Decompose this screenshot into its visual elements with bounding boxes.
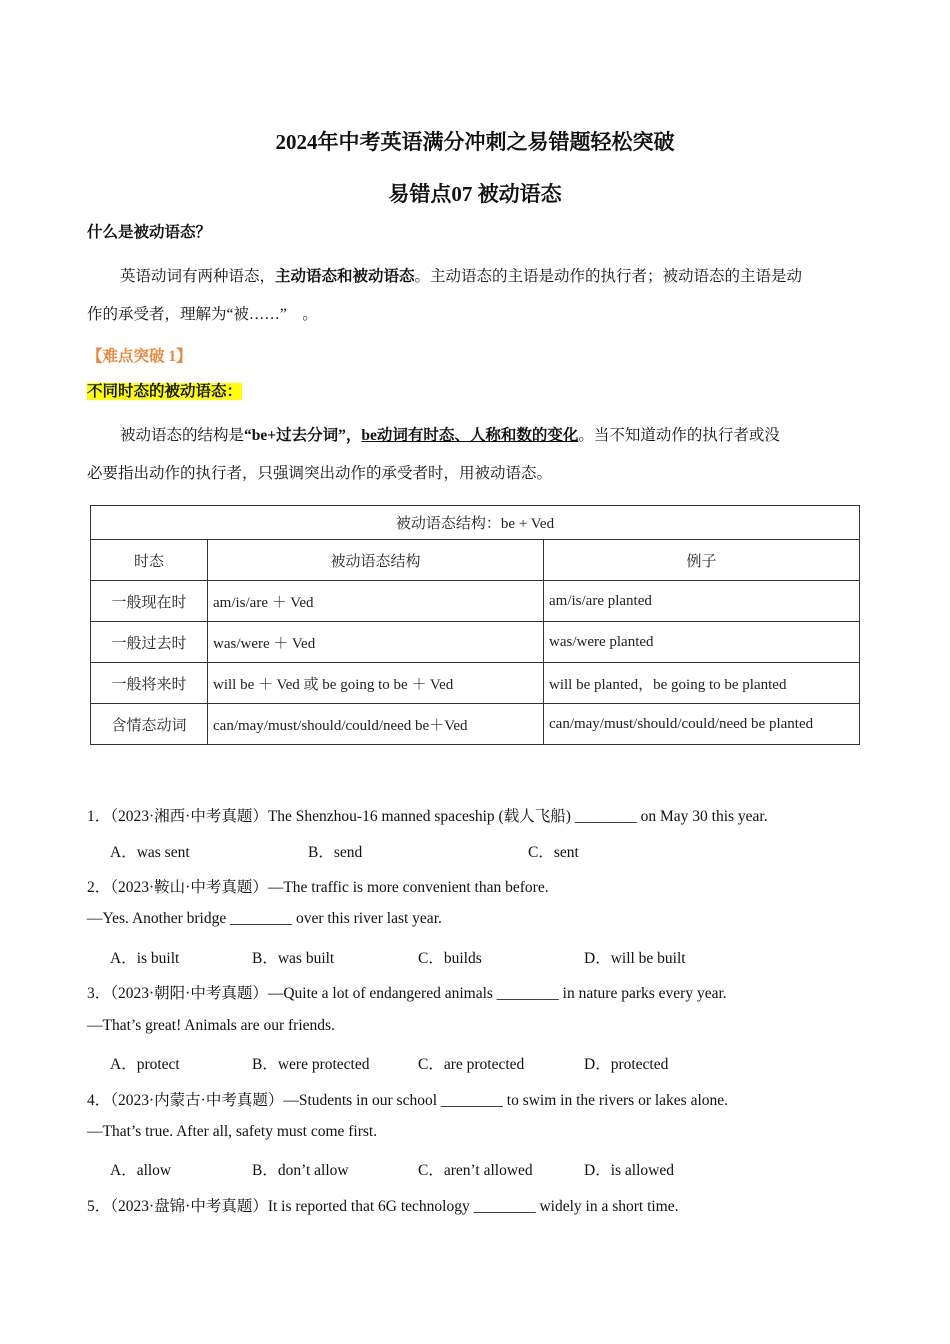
structure-text: 。当不知道动作的执行者或没 [578,427,780,444]
breakthrough-label: 【难点突破 1】 [87,348,192,365]
question-3-continuation: —That’s great! Animals are our friends. [87,1017,335,1034]
question-3-option-d[interactable]: D．protected [584,1056,669,1073]
question-3-option-b[interactable]: B．were protected [252,1056,370,1073]
question-2-stem: 2．（2023·鞍山·中考真题）—The traffic is more convenient than before. [87,879,549,896]
question-1-stem: 1．（2023·湘西·中考真题）The Shenzhou-16 manned spaceship (载人飞船) ________ on May 30 this year. [87,808,768,825]
table-row [91,704,860,745]
question-3-stem: 3．（2023·朝阳·中考真题）—Quite a lot of endangered animals ________ in nature parks every year. [87,985,727,1002]
passive-voice-table [90,505,860,745]
example-cell: can/may/must/should/could/need be planted [544,704,860,745]
intro-text: 。主动语态的主语是动作的执行者；被动语态的主语是动 [414,268,803,285]
question-4-option-b[interactable]: B．don’t allow [252,1162,349,1179]
structure-cell: will be ＋ Ved 或 be going to be ＋ Ved [208,663,544,704]
structure-text: 被动语态的结构是 [120,427,245,444]
tense-cell: 一般过去时 [91,622,208,663]
tense-heading [87,379,242,401]
structure-cell: was/were ＋ Ved [208,622,544,663]
table-header-row [91,540,860,581]
intro-text: 英语动词有两种语态， [120,268,276,285]
table-row [91,663,860,704]
intro-paragraph-line-1 [120,264,802,286]
question-4-continuation: —That’s true. After all, safety must come first. [87,1123,378,1140]
question-4-stem: 4．（2023·内蒙古·中考真题）—Students in our school ________ to swim in the rivers or lakes alone. [87,1092,729,1109]
example-cell: was/were planted [544,622,860,663]
question-2-option-a[interactable]: A．is built [110,950,180,967]
question-4-option-d[interactable]: D．is allowed [584,1162,674,1179]
intro-paragraph-line-2: 作的承受者，理解为“被……” 。 [87,306,318,323]
document-title: 2024年中考英语满分冲刺之易错题轻松突破 [275,130,675,154]
structure-formula: “be+过去分词”， [244,427,362,444]
structure-underlined: be动词有时态、人称和数的变化 [361,427,579,444]
question-2-option-b[interactable]: B．was built [252,950,335,967]
question-3-option-c[interactable]: C．are protected [418,1056,525,1073]
tense-cell: 含情态动词 [91,704,208,745]
question-2-option-c[interactable]: C．builds [418,950,482,967]
document-subtitle: 易错点07 被动语态 [388,182,562,206]
table-row [91,581,860,622]
section-question-heading: 什么是被动语态？ [87,224,212,241]
question-2-continuation: —Yes. Another bridge ________ over this river last year. [87,910,442,927]
question-1-option-c[interactable]: C．sent [528,844,579,861]
question-2-option-d[interactable]: D．will be built [584,950,686,967]
question-4-option-a[interactable]: A．allow [110,1162,172,1179]
tense-heading-highlight: 不同时态的被动语态： [87,383,243,400]
table-header-cell: 时态 [91,540,208,581]
example-cell: am/is/are planted [544,581,860,622]
structure-cell: am/is/are ＋ Ved [208,581,544,622]
structure-cell: can/may/must/should/could/need be＋Ved [208,704,544,745]
tense-cell: 一般将来时 [91,663,208,704]
table-header-cell: 被动语态结构 [208,540,544,581]
table-caption: 被动语态结构：be + Ved [91,506,860,540]
question-5-stem: 5．（2023·盘锦·中考真题）It is reported that 6G technology ________ widely in a short time. [87,1198,679,1215]
table-row [91,622,860,663]
question-4-option-c[interactable]: C．aren’t allowed [418,1162,533,1179]
question-3-option-a[interactable]: A．protect [110,1056,180,1073]
structure-paragraph-line-1 [120,423,780,445]
table-caption-row [91,506,860,540]
structure-paragraph-line-2: 必要指出动作的执行者，只强调突出动作的承受者时，用被动语态。 [87,465,553,482]
table-header-cell: 例子 [544,540,860,581]
question-1-option-a[interactable]: A．was sent [110,844,190,861]
intro-emphasis: 主动语态和被动语态 [275,268,415,285]
question-1-option-b[interactable]: B．send [308,844,363,861]
example-cell: will be planted，be going to be planted [544,663,860,704]
tense-cell: 一般现在时 [91,581,208,622]
